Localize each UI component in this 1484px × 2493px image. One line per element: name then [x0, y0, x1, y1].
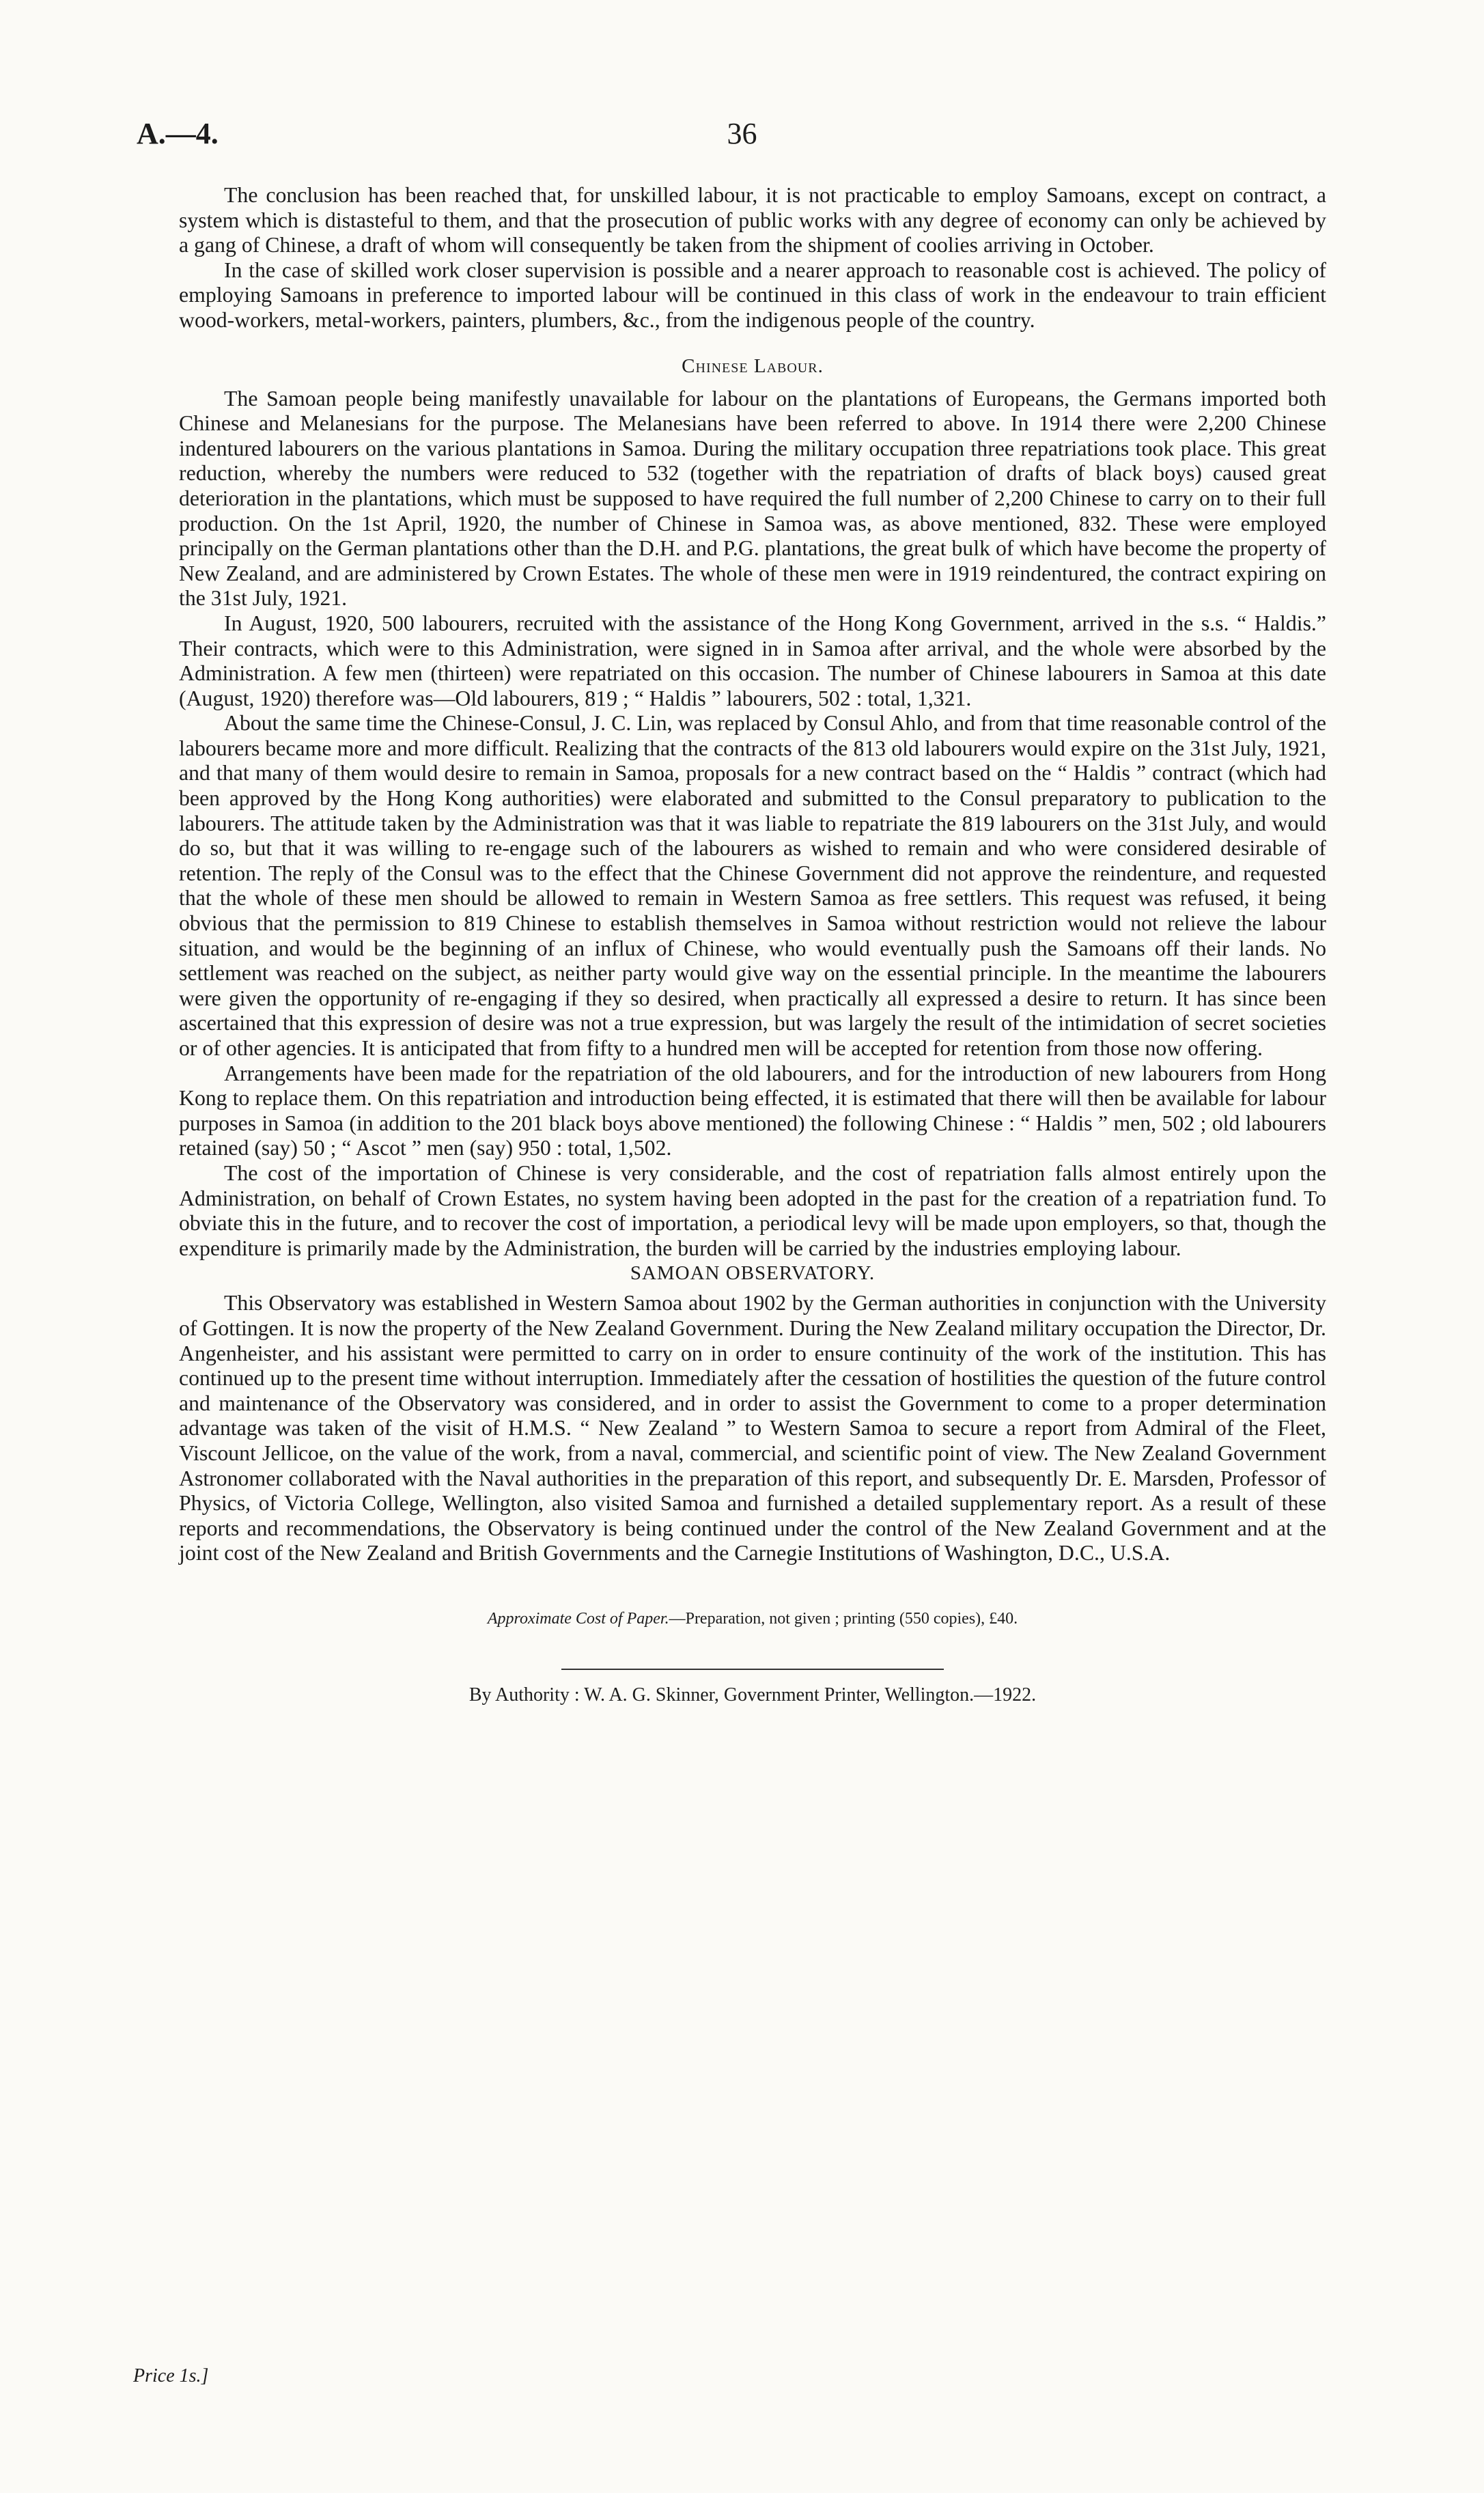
chinese-labour-paragraph-3: About the same time the Chinese-Consul, J. C. Lin, was replaced by Consul Ahlo, and from that time reasonable control of the labourers became more and more difficult. Realizing that the contracts of the 813 old labourers would expire on the 31st July, 1921, and that many of them would desire to remain in Samoa, proposals for a new contract based on the “ Haldis ” contract (which had been approved by the Hong Kong authorities) were elaborated and submitted to the Consul preparatory to publication to the labourers. The attitude taken by the Administration was that it was liable to repatriate the 819 labourers on the 31st July, and would do so, but that it was willing to re-engage such of the labourers as wished to remain and who were considered desirable of retention. The reply of the Consul was to the effect that the Chinese Government did not approve the reindenture, and requested that the whole of these men should be allowed to remain in Western Samoa as free settlers. This request was refused, it being obvious that the permission to 819 Chinese to establish themselves in Samoa without restriction would not relieve the labour situation, and would be the beginning of an influx of Chinese, who would eventually push the Samoans off their lands. No settlement was reached on the subject, as neither party would give way on the essential principle. In the meantime the labourers were given the opportunity of re-engaging if they so desired, when practically all expressed a desire to return. It has since been ascertained that this expression of desire was not a true expression, but was largely the result of the intimidation of secret societies or of other agencies. It is anticipated that from fifty to a hundred men will be accepted for retention from those now offering.	[179, 711, 1326, 1060]
chinese-labour-paragraph-1: The Samoan people being manifestly unavailable for labour on the plantations of Europeans, the Germans imported both Chinese and Melanesians for the purpose. The Melanesians have been referred to above. In 1914 there were 2,200 Chinese indentured labourers on the various plantations in Samoa. During the military occupation three repatriations took place. This great reduction, whereby the numbers were reduced to 532 (together with the repatriation of drafts of black boys) caused great deterioration in the plantations, which must be supposed to have required the full number of 2,200 Chinese to carry on to their full production. On the 1st April, 1920, the number of Chinese in Samoa was, as above mentioned, 832. These were employed principally on the German plantations other than the D.H. and P.G. plantations, the great bulk of which have become the property of New Zealand, and are administered by Crown Estates. The whole of these men were in 1919 reindentured, the contract expiring on the 31st July, 1921.	[179, 386, 1326, 611]
document-body	[179, 183, 1326, 1707]
cost-label: Approximate Cost of Paper.	[487, 1609, 669, 1628]
intro-paragraph-1: The conclusion has been reached that, for unskilled labour, it is not practicable to employ Samoans, except on contract, a system which is distasteful to them, and that the prosecution of public works with any degree of economy can only be achieved by a gang of Chinese, a draft of whom will consequently be taken from the shipment of coolies arriving in October.	[179, 183, 1326, 257]
section-heading-samoan-observatory: SAMOAN OBSERVATORY.	[630, 1262, 876, 1285]
printer-authority-line: By Authority : W. A. G. Skinner, Government Printer, Wellington.—1922.	[468, 1684, 1037, 1705]
page-header	[137, 116, 1347, 157]
observatory-paragraph-1: This Observatory was established in Western Samoa about 1902 by the German authorities in conjunction with the University of Gottingen. It is now the property of the New Zealand Government. During the New Zealand military occupation the Director, Dr. Angenheister, and his assistant were permitted to carry on in order to ensure continuity of the work of the institution. This has continued up to the present time without interruption. Immediately after the cessation of hostilities the question of the future control and maintenance of the Observatory was considered, and in order to assist the Government to come to a proper determination advantage was taken of the visit of H.M.S. “ New Zealand ” to Western Samoa to secure a report from Admiral of the Fleet, Viscount Jellicoe, on the value of the work, from a naval, commercial, and scientific point of view. The New Zealand Government Astronomer collaborated with the Naval authorities in the preparation of this report, and subsequently Dr. E. Marsden, Professor of Physics, of Victoria College, Wellington, also visited Samoa and furnished a detailed supplementary report. As a result of these reports and recommendations, the Observatory is being continued under the control of the New Zealand Government and at the joint cost of the New Zealand and British Governments and the Carnegie Institutions of Washington, D.C., U.S.A.	[179, 1291, 1326, 1565]
cost-of-paper-note	[179, 1608, 1326, 1629]
cost-detail: —Preparation, not given ; printing (550 copies), £40.	[669, 1609, 1018, 1628]
document-reference: A.—4.	[137, 117, 219, 150]
page-number: 36	[727, 117, 757, 150]
chinese-labour-paragraph-2: In August, 1920, 500 labourers, recruited with the assistance of the Hong Kong Government, arrived in the s.s. “ Haldis.” Their contracts, which were to this Administration, were signed in in Samoa after arrival, and the whole were absorbed by the Administration. A few men (thirteen) were repatriated on this occasion. The number of Chinese labourers in Samoa at this date (August, 1920) therefore was—Old labourers, 819 ; “ Haldis ” labourers, 502 : total, 1,321.	[179, 611, 1326, 710]
section-heading-chinese-labour: Chinese Labour.	[682, 354, 824, 377]
chinese-labour-paragraph-4: Arrangements have been made for the repatriation of the old labourers, and for the introduction of new labourers from Hong Kong to replace them. On this repatriation and introduction being effected, it is estimated that there will then be available for labour purposes in Samoa (in addition to the 201 black boys above mentioned) the following Chinese : “ Haldis ” men, 502 ; old labourers retained (say) 50 ; “ Ascot ” men (say) 950 : total, 1,502.	[179, 1061, 1326, 1160]
intro-paragraph-2: In the case of skilled work closer supervision is possible and a nearer approach to reasonable cost is achieved. The policy of employing Samoans in preference to imported labour will be continued in this class of work in the endeavour to train efficient wood-workers, metal-workers, painters, plumbers, &c., from the indigenous people of the country.	[179, 257, 1326, 332]
price-note: Price 1s.]	[133, 2365, 209, 2386]
footer-divider	[561, 1669, 944, 1670]
chinese-labour-paragraph-5: The cost of the importation of Chinese is very considerable, and the cost of repatriation falls almost entirely upon the Administration, on behalf of Crown Estates, no system having been adopted in the past for the creation of a repatriation fund. To obviate this in the future, and to recover the cost of importation, a periodical levy will be made upon employers, so that, though the expenditure is primarily made by the Administration, the burden will be carried by the industries employing labour.	[179, 1160, 1326, 1260]
